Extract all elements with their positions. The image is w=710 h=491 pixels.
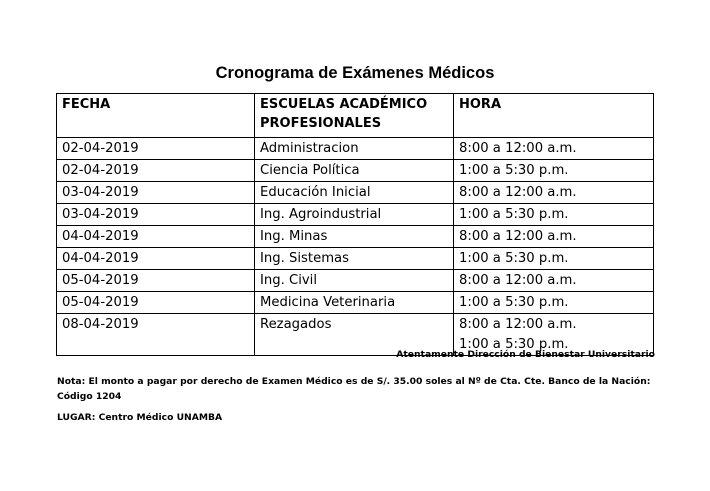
hora-line: 8:00 a 12:00 a.m. bbox=[459, 273, 577, 288]
payment-note: Nota: El monto a pagar por derecho de Examen Médico es de S/. 35.00 soles al Nº de Cta. Cte. Banco de la Nación: Código 1204 bbox=[57, 376, 651, 402]
cell-hora bbox=[454, 182, 654, 204]
signature: Atentamente Dirección de Bienestar Universitario bbox=[396, 349, 655, 360]
table-row bbox=[57, 226, 654, 248]
table-row bbox=[57, 160, 654, 182]
schedule-table bbox=[56, 93, 654, 356]
cell-fecha: 03-04-2019 bbox=[57, 204, 255, 226]
header-fecha: FECHA bbox=[57, 94, 255, 138]
hora-line: 8:00 a 12:00 a.m. bbox=[459, 317, 577, 332]
header-escuelas-text: ESCUELAS ACADÉMICO PROFESIONALES bbox=[260, 97, 428, 131]
hora-line: 1:00 a 5:30 p.m. bbox=[459, 163, 569, 178]
cell-fecha: 02-04-2019 bbox=[57, 138, 255, 160]
cell-fecha: 04-04-2019 bbox=[57, 226, 255, 248]
cell-fecha: 02-04-2019 bbox=[57, 160, 255, 182]
hora-line: 1:00 a 5:30 p.m. bbox=[459, 251, 569, 266]
cell-hora bbox=[454, 160, 654, 182]
table-row bbox=[57, 182, 654, 204]
cell-escuela: Ing. Civil bbox=[255, 270, 454, 292]
cell-hora bbox=[454, 226, 654, 248]
hora-line: 1:00 a 5:30 p.m. bbox=[459, 295, 569, 310]
hora-line: 1:00 a 5:30 p.m. bbox=[459, 207, 569, 222]
cell-hora bbox=[454, 138, 654, 160]
hora-line: 1:00 a 5:30 p.m. bbox=[459, 337, 569, 352]
document-title: Cronograma de Exámenes Médicos bbox=[215, 64, 495, 82]
table-row bbox=[57, 248, 654, 270]
cell-hora bbox=[454, 248, 654, 270]
cell-escuela: Administracion bbox=[255, 138, 454, 160]
cell-hora bbox=[454, 204, 654, 226]
cell-escuela: Ciencia Política bbox=[255, 160, 454, 182]
cell-fecha: 05-04-2019 bbox=[57, 292, 255, 314]
cell-hora bbox=[454, 270, 654, 292]
table-row bbox=[57, 270, 654, 292]
table-header-row bbox=[57, 94, 654, 138]
table-row bbox=[57, 292, 654, 314]
header-hora: HORA bbox=[454, 94, 654, 138]
schedule-rows bbox=[57, 138, 654, 356]
cell-escuela: Educación Inicial bbox=[255, 182, 454, 204]
table-row bbox=[57, 204, 654, 226]
hora-line: 8:00 a 12:00 a.m. bbox=[459, 229, 577, 244]
cell-fecha: 03-04-2019 bbox=[57, 182, 255, 204]
table-row bbox=[57, 138, 654, 160]
location: LUGAR: Centro Médico UNAMBA bbox=[57, 412, 223, 423]
cell-hora bbox=[454, 292, 654, 314]
hora-line: 8:00 a 12:00 a.m. bbox=[459, 141, 577, 156]
header-escuelas bbox=[255, 94, 454, 138]
cell-fecha: 08-04-2019 bbox=[57, 314, 255, 356]
cell-escuela: Rezagados bbox=[255, 314, 454, 356]
cell-fecha: 05-04-2019 bbox=[57, 270, 255, 292]
hora-line: 8:00 a 12:00 a.m. bbox=[459, 185, 577, 200]
cell-escuela: Ing. Sistemas bbox=[255, 248, 454, 270]
cell-escuela: Ing. Agroindustrial bbox=[255, 204, 454, 226]
cell-escuela: Medicina Veterinaria bbox=[255, 292, 454, 314]
cell-escuela: Ing. Minas bbox=[255, 226, 454, 248]
cell-fecha: 04-04-2019 bbox=[57, 248, 255, 270]
